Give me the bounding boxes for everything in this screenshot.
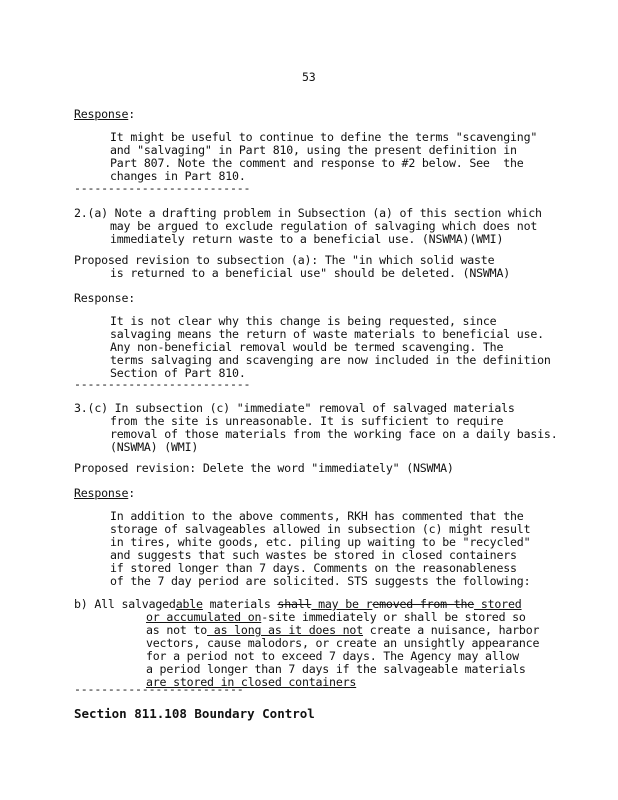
text-line: of the 7 day period are solicited. STS suggests the following: <box>110 574 531 588</box>
inserted-text: as long as it does not <box>207 623 363 637</box>
inserted-text: or accumulated on <box>146 610 262 624</box>
text-line: 2.(a) Note a drafting problem in Subsection (a) of this section which <box>74 206 542 220</box>
text-line: immediately return waste to a beneficial use. (NSWMA)(WMI) <box>110 232 504 246</box>
divider-rule: -------------------------- <box>74 181 251 195</box>
inserted-text: able <box>175 597 203 611</box>
text-line: is returned to a beneficial use" should be deleted. (NSWMA) <box>110 266 511 280</box>
text-line: It is not clear why this change is being requested, since <box>110 314 497 328</box>
text-line: in tires, white goods, etc. piling up waiting to be "recycled" <box>110 535 531 549</box>
comment-3 <box>74 401 558 454</box>
inserted-text: stored <box>474 597 522 611</box>
response-label: Response <box>74 486 129 500</box>
divider-rule: ------------------------- <box>74 682 244 696</box>
inserted-text: are stored in closed containers <box>146 675 357 689</box>
response-3: Response: In addition to the above comments, RKH has commented that the storage of salvageables allowed in subsection (c) might result in tires, white goods, etc. piling up waiting to be "recycled" and suggests that such wastes be stored in closed containers if stored longer than 7 days. Comments on the reasonableness of the 7 day period are solicited. STS suggests the following: <box>74 487 554 588</box>
text-line: and suggests that such wastes be stored in closed containers <box>110 548 517 562</box>
text-line: Any non-beneficial removal would be termed scavenging. The <box>110 340 504 354</box>
text-line: changes in Part 810. <box>110 169 246 183</box>
revised-rule-text: b) All salvagedable materials shall may be removed from the stored or accumulated on-site immediately or shall be stored so as not to as long as it does not create a nuisance, harbor vectors, cause malodors, or create an unsightly appearance for a period not to exceed 7 days. The Agency may allow a period longer than 7 days if the salvageable materials are stored in closed containers <box>74 598 554 689</box>
response-label: Response <box>74 291 129 305</box>
text-line: vectors, cause malodors, or create an unsightly appearance <box>146 636 540 650</box>
text-line: salvaging means the return of waste materials to beneficial use. <box>110 327 544 341</box>
divider-rule: -------------------------- <box>74 377 251 391</box>
text-line: and "salvaging" in Part 810, using the present definition in <box>110 143 517 157</box>
text-line: Section of Part 810. <box>110 366 246 380</box>
text-line: (NSWMA) (WMI) <box>110 440 199 454</box>
response-1: Response: It might be useful to continue to define the terms "scavenging" and "salvaging" in Part 810, using the present definition in Part 807. Note the comment and response to #2 below. See the changes in Part 810. <box>74 108 554 183</box>
comment-2 <box>74 207 554 246</box>
proposed-revision-3 <box>74 462 554 475</box>
page-number: 53 <box>302 70 316 84</box>
text-line: Proposed revision: Delete the word "immediately" (NSWMA) <box>74 461 454 475</box>
text-line: may be argued to exclude regulation of salvaging which does not <box>110 219 538 233</box>
proposed-revision-2 <box>74 254 554 280</box>
text-line: storage of salvageables allowed in subsection (c) might result <box>110 522 531 536</box>
response-label: Response <box>74 107 129 121</box>
text-line: for a period not to exceed 7 days. The Agency may allow <box>146 649 519 663</box>
text-line: from the site is unreasonable. It is sufficient to require <box>110 414 504 428</box>
deleted-text: shall <box>277 597 312 611</box>
text-line: It might be useful to continue to define the terms "scavenging" <box>110 130 538 144</box>
text-line: In addition to the above comments, RKH has commented that the <box>110 509 524 523</box>
text-line: Proposed revision to subsection (a): The "in which solid waste <box>74 253 495 267</box>
text-line: terms salvaging and scavenging are now included in the definition <box>110 353 551 367</box>
text-line: a period longer than 7 days if the salvageable materials <box>146 662 526 676</box>
text-line: Part 807. Note the comment and response to #2 below. See the <box>110 156 524 170</box>
text-line: if stored longer than 7 days. Comments on the reasonableness <box>110 561 517 575</box>
text-line: 3.(c) In subsection (c) "immediate" removal of salvaged materials <box>74 401 515 415</box>
text-line: removal of those materials from the working face on a daily basis. <box>110 427 558 441</box>
section-heading: Section 811.108 Boundary Control <box>74 706 315 721</box>
deleted-text: emoved from the <box>372 597 475 611</box>
response-2: Response: It is not clear why this change is being requested, since salvaging means the return of waste materials to beneficial use. Any non-beneficial removal would be termed scavenging. The terms salvaging and scavenging are now included in the definition Section of Part 810. <box>74 292 554 380</box>
inserted-text: may be r <box>311 597 373 611</box>
